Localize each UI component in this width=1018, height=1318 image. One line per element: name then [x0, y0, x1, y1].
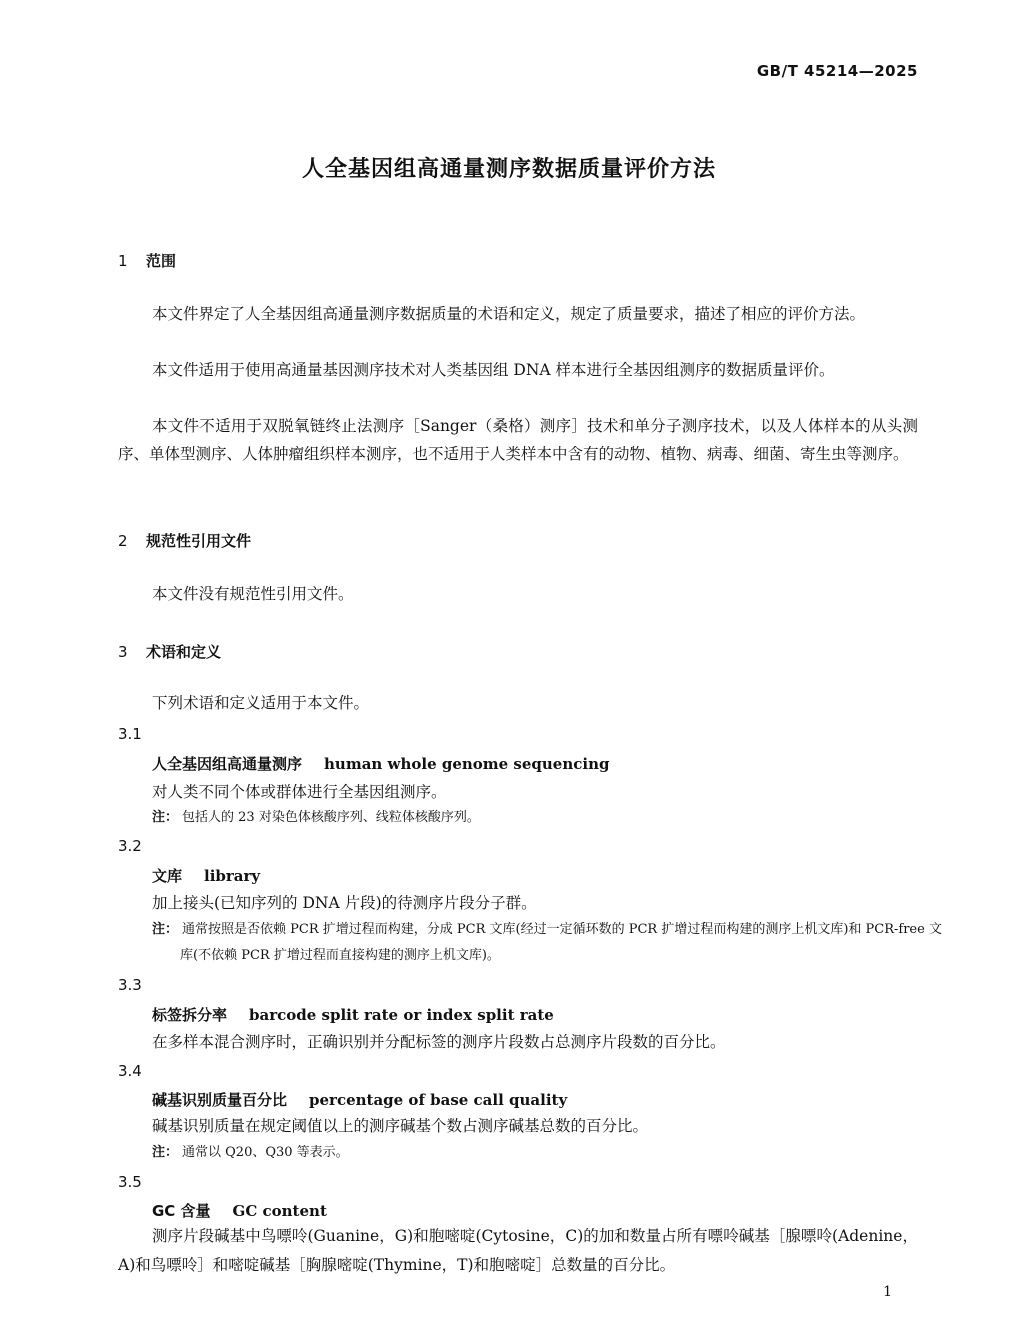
term-number: 3.4: [118, 1062, 142, 1080]
section-2-heading: [118, 530, 251, 551]
term-title: [152, 1200, 327, 1221]
term-number: 3.5: [118, 1173, 142, 1191]
section-number: 2: [118, 532, 128, 550]
term-zh: GC 含量: [152, 1202, 211, 1220]
term-number: 3.2: [118, 837, 142, 855]
term-title: [152, 1004, 554, 1025]
term-definition: 加上接头(已知序列的 DNA 片段)的待测序片段分子群。: [152, 894, 537, 912]
note-label: 注：: [152, 1145, 179, 1160]
term-zh: 碱基识别质量百分比: [152, 1091, 288, 1109]
term-note: [152, 917, 950, 969]
term-title: [152, 753, 609, 774]
term-en: barcode split rate or index split rate: [249, 1006, 554, 1024]
section-number: 3: [118, 643, 128, 661]
scope-paragraph-1: 本文件界定了人全基因组高通量测序数据质量的术语和定义，规定了质量要求，描述了相应的评价方法。: [152, 305, 866, 323]
term-en: human whole genome sequencing: [324, 755, 610, 773]
section-title: 范围: [146, 252, 177, 270]
note-text: 通常按照是否依赖 PCR 扩增过程而构建，分成 PCR 文库(经过一定循环数的 PCR 扩增过程而构建的测序上机文库)和 PCR-free 文库(不依赖 PCR 扩增过程而直接构建的测序上机文库)。: [180, 922, 942, 963]
note-text: 通常以 Q20、Q30 等表示。: [182, 1145, 349, 1160]
term-en: GC content: [232, 1202, 327, 1220]
scope-paragraph-3: 本文件不适用于双脱氧链终止法测序［Sanger（桑格）测序］技术和单分子测序技术，以及人体样本的从头测序、单体型测序、人体肿瘤组织样本测序，也不适用于人类样本中含有的动物、植物、病毒、细菌、寄生虫等测序。: [118, 417, 918, 463]
references-paragraph: 本文件没有规范性引用文件。: [152, 585, 354, 603]
page-number: 1: [883, 1284, 892, 1300]
term-zh: 文库: [152, 867, 183, 885]
document-title: 人全基因组高通量测序数据质量评价方法: [301, 157, 716, 182]
note-label: 注：: [152, 810, 179, 825]
note-text: 包括人的 23 对染色体核酸序列、线粒体核酸序列。: [182, 810, 480, 825]
standard-number: GB/T 45214—2025: [756, 62, 918, 80]
term-title: [152, 865, 260, 886]
term-en: percentage of base call quality: [309, 1091, 568, 1109]
term-note: [152, 805, 922, 831]
section-3-heading: [118, 641, 221, 662]
section-title: 规范性引用文件: [146, 532, 252, 550]
terms-intro: 下列术语和定义适用于本文件。: [152, 694, 370, 712]
section-number: 1: [118, 252, 128, 270]
section-title: 术语和定义: [146, 643, 222, 661]
note-label: 注：: [152, 922, 179, 937]
term-definition: 对人类不同个体或群体进行全基因组测序。: [152, 783, 447, 801]
term-definition: 在多样本混合测序时，正确识别并分配标签的测序片段数占总测序片段数的百分比。: [152, 1033, 726, 1051]
term-note: [152, 1140, 922, 1166]
term-number: 3.3: [118, 976, 142, 994]
term-definition: 碱基识别质量在规定阈值以上的测序碱基个数占测序碱基总数的百分比。: [152, 1117, 649, 1135]
section-1-heading: [118, 250, 176, 271]
term-number: 3.1: [118, 725, 142, 743]
term-title: [152, 1089, 567, 1110]
term-en: library: [204, 867, 261, 885]
term-definition: 测序片段碱基中鸟嘌呤(Guanine，G)和胞嘧啶(Cytosine，C)的加和数量占所有嘌呤碱基［腺嘌呤(Adenine，A)和鸟嘌呤］和嘧啶碱基［胸腺嘧啶(Thymine，T)和胞嘧啶］总数量的百分比。: [118, 1227, 918, 1274]
term-zh: 人全基因组高通量测序: [152, 755, 303, 773]
term-zh: 标签拆分率: [152, 1006, 228, 1024]
scope-paragraph-2: 本文件适用于使用高通量基因测序技术对人类基因组 DNA 样本进行全基因组测序的数据质量评价。: [152, 361, 835, 379]
